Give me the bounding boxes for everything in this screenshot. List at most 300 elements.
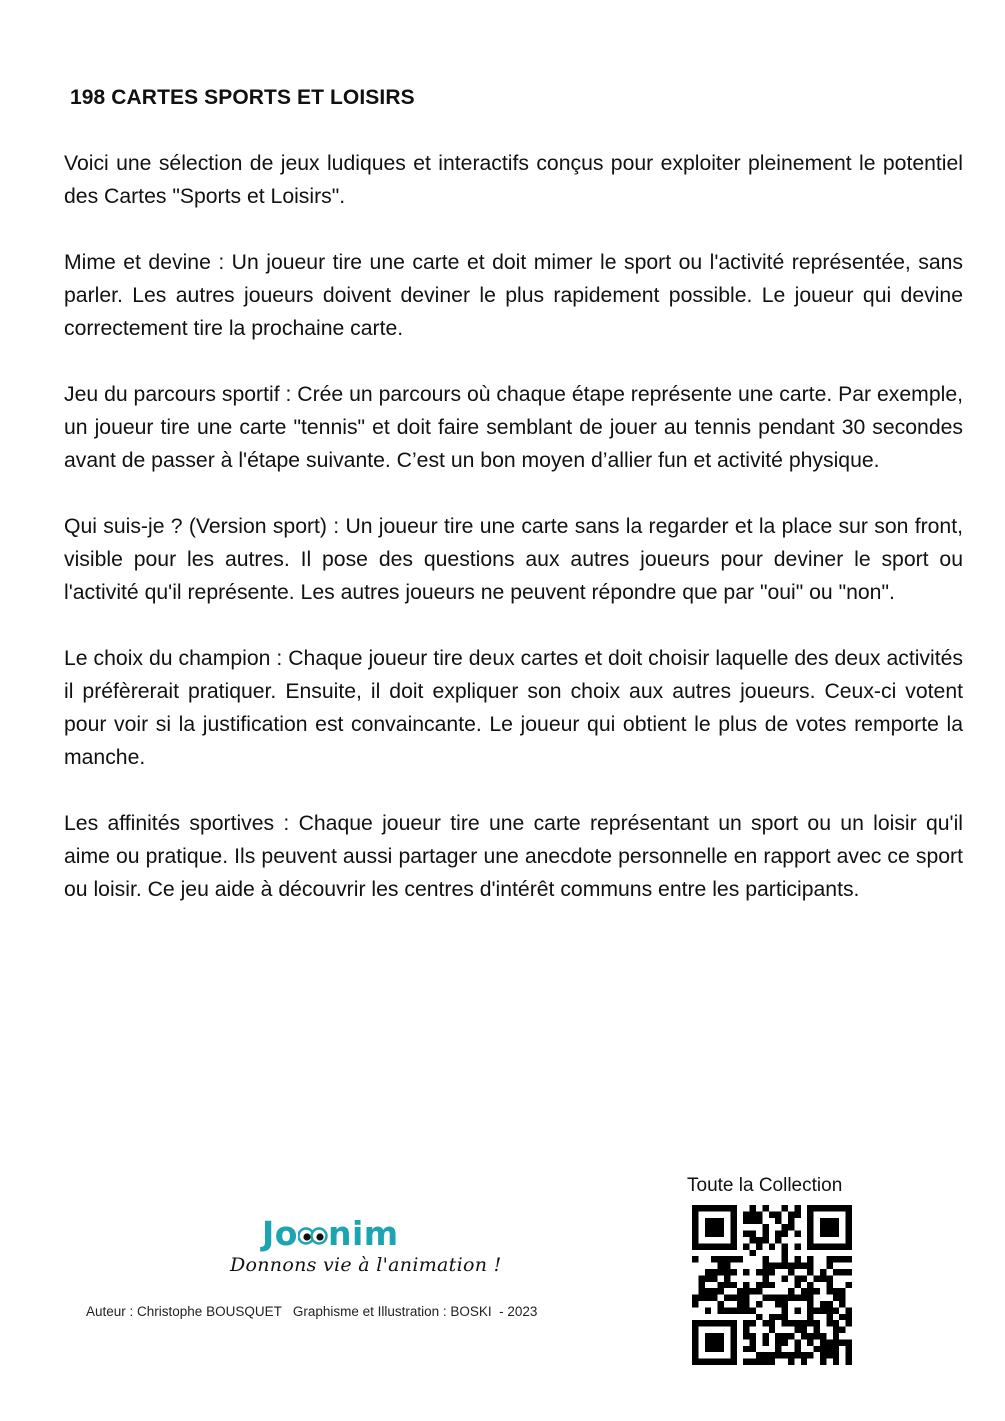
qr-module [833, 1320, 839, 1326]
qr-module [839, 1295, 845, 1301]
qr-module [762, 1237, 768, 1243]
qr-module [711, 1333, 717, 1339]
qr-module [769, 1320, 775, 1326]
qr-module [782, 1243, 788, 1249]
qr-module [794, 1320, 800, 1326]
qr-module [775, 1211, 781, 1217]
qr-module [833, 1224, 839, 1230]
qr-module [692, 1205, 698, 1211]
qr-module [743, 1301, 749, 1307]
qr-module [814, 1346, 820, 1352]
qr-module [698, 1243, 704, 1249]
qr-module [756, 1359, 762, 1365]
qr-module [737, 1288, 743, 1294]
qr-module [762, 1256, 768, 1262]
qr-module [705, 1295, 711, 1301]
qr-module [705, 1231, 711, 1237]
qr-module [839, 1327, 845, 1333]
qr-module [814, 1275, 820, 1281]
qr-module [692, 1211, 698, 1217]
qr-module [724, 1205, 730, 1211]
qr-module [769, 1211, 775, 1217]
qr-module [692, 1295, 698, 1301]
qr-module [794, 1256, 800, 1262]
qr-module [743, 1307, 749, 1313]
qr-module [730, 1346, 736, 1352]
qr-module [724, 1295, 730, 1301]
qr-module [762, 1339, 768, 1345]
qr-module [750, 1339, 756, 1345]
qr-module [698, 1295, 704, 1301]
qr-module [782, 1339, 788, 1345]
qr-module [794, 1275, 800, 1281]
qr-module [807, 1263, 813, 1269]
qr-module [730, 1269, 736, 1275]
qr-module [750, 1218, 756, 1224]
qr-module [833, 1269, 839, 1275]
qr-module [711, 1224, 717, 1230]
qr-module [788, 1295, 794, 1301]
qr-module [775, 1339, 781, 1345]
qr-module [826, 1352, 832, 1358]
qr-module [826, 1320, 832, 1326]
qr-module [705, 1333, 711, 1339]
qr-module [775, 1314, 781, 1320]
qr-module [711, 1218, 717, 1224]
qr-module [833, 1205, 839, 1211]
qr-module [826, 1288, 832, 1294]
qr-module [718, 1339, 724, 1345]
qr-module [692, 1224, 698, 1230]
qr-module [737, 1256, 743, 1262]
qr-module [730, 1205, 736, 1211]
qr-module [826, 1301, 832, 1307]
qr-module [743, 1346, 749, 1352]
logo-wordmark-start: Jo [262, 1214, 298, 1253]
qr-module [846, 1211, 852, 1217]
qr-module [711, 1243, 717, 1249]
qr-module [839, 1339, 845, 1345]
qr-module [711, 1205, 717, 1211]
qr-module [730, 1211, 736, 1217]
qr-module [769, 1282, 775, 1288]
qr-module [794, 1327, 800, 1333]
qr-module [730, 1231, 736, 1237]
qr-module [769, 1269, 775, 1275]
qr-module [692, 1256, 698, 1262]
qr-module [705, 1224, 711, 1230]
qr-module [730, 1320, 736, 1326]
qr-module [718, 1282, 724, 1288]
qr-module [718, 1224, 724, 1230]
qr-module [711, 1339, 717, 1345]
qr-module [788, 1359, 794, 1365]
qr-module [807, 1339, 813, 1345]
qr-module [769, 1352, 775, 1358]
qr-module [762, 1333, 768, 1339]
qr-module [814, 1288, 820, 1294]
qr-module [718, 1346, 724, 1352]
qr-module [820, 1205, 826, 1211]
qr-module [814, 1320, 820, 1326]
qr-module [820, 1231, 826, 1237]
qr-module [730, 1256, 736, 1262]
qr-module [718, 1301, 724, 1307]
qr-module [730, 1327, 736, 1333]
qr-module [846, 1314, 852, 1320]
qr-module [839, 1269, 845, 1275]
qr-module [750, 1205, 756, 1211]
paragraph-qui-suis-je: Qui suis-je ? (Version sport) : Un joueur tire une carte sans la regarder et la place sur son front, visible pour les autres. Il pose des questions aux autres joueurs pour deviner le sport ou l'activité qu'il représente. Les autres joueurs ne peuvent répondre que par "oui" ou "non". [64, 515, 963, 604]
qr-module [692, 1243, 698, 1249]
qr-module [788, 1269, 794, 1275]
qr-module [698, 1205, 704, 1211]
qr-module [820, 1275, 826, 1281]
qr-module [839, 1288, 845, 1294]
qr-module [801, 1275, 807, 1281]
paragraph-affinites-sportives: Les affinités sportives : Chaque joueur tire une carte représentant un sport ou un loisir qu'il aime ou pratique. Ils peuvent aussi partager une anecdote personnelle en rapport avec ce sport ou loisir. Ce jeu aide à découvrir les centres d'intérêt communs entre les participants. [64, 812, 963, 901]
qr-module [820, 1339, 826, 1345]
qr-module [762, 1295, 768, 1301]
qr-module [820, 1224, 826, 1230]
qr-module [846, 1243, 852, 1249]
qr-module [756, 1314, 762, 1320]
qr-module [833, 1256, 839, 1262]
qr-module [846, 1352, 852, 1358]
logo-eyes-icon [298, 1223, 328, 1247]
qr-module [807, 1295, 813, 1301]
qr-module [769, 1327, 775, 1333]
qr-module [814, 1307, 820, 1313]
qr-module [692, 1339, 698, 1345]
qr-module [794, 1211, 800, 1217]
qr-module [756, 1352, 762, 1358]
qr-module [846, 1205, 852, 1211]
qr-module [807, 1224, 813, 1230]
qr-module [846, 1269, 852, 1275]
qr-module [807, 1205, 813, 1211]
qr-module [826, 1282, 832, 1288]
qr-module [730, 1282, 736, 1288]
qr-module [801, 1327, 807, 1333]
qr-module [730, 1307, 736, 1313]
qr-module [711, 1295, 717, 1301]
jobanim-logo [226, 1214, 502, 1284]
qr-module [839, 1205, 845, 1211]
qr-module [762, 1269, 768, 1275]
qr-module [775, 1301, 781, 1307]
credits-line: Auteur : Christophe BOUSQUET Graphisme et Illustration : BOSKI - 2023 [86, 1304, 538, 1319]
qr-module [711, 1346, 717, 1352]
qr-module [839, 1314, 845, 1320]
qr-module [762, 1205, 768, 1211]
qr-module [718, 1231, 724, 1237]
qr-module [833, 1295, 839, 1301]
qr-module [846, 1224, 852, 1230]
qr-module [698, 1320, 704, 1326]
qr-module [775, 1346, 781, 1352]
qr-module [782, 1275, 788, 1281]
qr-module [807, 1243, 813, 1249]
qr-module [724, 1320, 730, 1326]
qr-module [730, 1295, 736, 1301]
qr-module [788, 1333, 794, 1339]
qr-module [698, 1288, 704, 1294]
qr-module [718, 1333, 724, 1339]
qr-module [794, 1295, 800, 1301]
qr-module [826, 1231, 832, 1237]
qr-module [705, 1269, 711, 1275]
qr-module [820, 1346, 826, 1352]
qr-module [756, 1269, 762, 1275]
qr-module [718, 1320, 724, 1326]
qr-module [846, 1282, 852, 1288]
qr-module [807, 1288, 813, 1294]
qr-module [846, 1359, 852, 1365]
qr-module [743, 1243, 749, 1249]
qr-module [692, 1333, 698, 1339]
qr-module [756, 1237, 762, 1243]
qr-module [743, 1282, 749, 1288]
qr-module [711, 1231, 717, 1237]
qr-module [692, 1359, 698, 1365]
qr-module [750, 1307, 756, 1313]
qr-module [801, 1352, 807, 1358]
qr-module [724, 1243, 730, 1249]
qr-module [782, 1352, 788, 1358]
qr-module [711, 1320, 717, 1326]
qr-module [807, 1218, 813, 1224]
qr-module [775, 1218, 781, 1224]
qr-module [826, 1205, 832, 1211]
qr-module [839, 1301, 845, 1307]
qr-module [718, 1256, 724, 1262]
qr-module [756, 1218, 762, 1224]
qr-module [724, 1256, 730, 1262]
qr-module [775, 1263, 781, 1269]
qr-module [820, 1359, 826, 1365]
logo-tagline: Donnons vie à l'animation ! [230, 1254, 502, 1276]
qr-module [801, 1320, 807, 1326]
qr-module [807, 1352, 813, 1358]
qr-module [814, 1327, 820, 1333]
qr-module [756, 1211, 762, 1217]
qr-module [769, 1359, 775, 1365]
qr-module [724, 1282, 730, 1288]
qr-module [730, 1243, 736, 1249]
qr-module [711, 1359, 717, 1365]
qr-module [711, 1256, 717, 1262]
qr-module [724, 1269, 730, 1275]
qr-module [743, 1327, 749, 1333]
qr-module [692, 1218, 698, 1224]
qr-module [692, 1327, 698, 1333]
qr-module [826, 1307, 832, 1313]
qr-module [698, 1282, 704, 1288]
qr-module [839, 1256, 845, 1262]
qr-module [782, 1320, 788, 1326]
qr-module [705, 1205, 711, 1211]
qr-module [718, 1288, 724, 1294]
qr-module [794, 1263, 800, 1269]
qr-module [807, 1333, 813, 1339]
qr-module [743, 1288, 749, 1294]
qr-module [826, 1218, 832, 1224]
qr-module [692, 1320, 698, 1326]
qr-module [846, 1231, 852, 1237]
qr-module [705, 1339, 711, 1345]
paragraph-intro: Voici une sélection de jeux ludiques et interactifs conçus pour exploiter pleinement le potentiel des Cartes "Sports et Loisirs". [64, 152, 963, 208]
qr-module [833, 1359, 839, 1365]
qr-module [846, 1320, 852, 1326]
qr-module [743, 1359, 749, 1365]
qr-module [750, 1333, 756, 1339]
qr-module [826, 1339, 832, 1345]
qr-module [743, 1320, 749, 1326]
qr-module [846, 1307, 852, 1313]
qr-module [833, 1288, 839, 1294]
qr-module [826, 1263, 832, 1269]
qr-module [833, 1243, 839, 1249]
qr-module [801, 1295, 807, 1301]
qr-module [705, 1346, 711, 1352]
qr-module [730, 1224, 736, 1230]
qr-module [820, 1307, 826, 1313]
qr-module [769, 1314, 775, 1320]
qr-module [833, 1333, 839, 1339]
qr-module [718, 1205, 724, 1211]
qr-module [756, 1301, 762, 1307]
qr-module [692, 1346, 698, 1352]
qr-module [801, 1263, 807, 1269]
qr-module [756, 1288, 762, 1294]
qr-module [846, 1218, 852, 1224]
qr-module [820, 1218, 826, 1224]
qr-module [711, 1269, 717, 1275]
qr-module [762, 1320, 768, 1326]
qr-code-icon[interactable] [692, 1205, 852, 1365]
qr-module [743, 1295, 749, 1301]
qr-module [807, 1211, 813, 1217]
qr-module [794, 1243, 800, 1249]
qr-module [724, 1263, 730, 1269]
qr-module [826, 1224, 832, 1230]
qr-module [743, 1269, 749, 1275]
qr-module [794, 1205, 800, 1211]
qr-module [839, 1243, 845, 1249]
qr-module [762, 1231, 768, 1237]
qr-module [750, 1250, 756, 1256]
qr-module [820, 1243, 826, 1249]
qr-module [718, 1218, 724, 1224]
qr-module [750, 1346, 756, 1352]
qr-module [737, 1301, 743, 1307]
qr-module [782, 1256, 788, 1262]
qr-module [788, 1224, 794, 1230]
qr-module [826, 1275, 832, 1281]
qr-module [794, 1231, 800, 1237]
qr-module [718, 1359, 724, 1365]
qr-module [762, 1359, 768, 1365]
qr-module [698, 1359, 704, 1365]
qr-module [801, 1288, 807, 1294]
qr-module [807, 1320, 813, 1326]
qr-module [782, 1224, 788, 1230]
qr-module [711, 1275, 717, 1281]
qr-module [807, 1237, 813, 1243]
qr-module [692, 1301, 698, 1307]
qr-module [782, 1205, 788, 1211]
qr-module [788, 1218, 794, 1224]
qr-module [801, 1333, 807, 1339]
qr-module [782, 1333, 788, 1339]
qr-module [782, 1314, 788, 1320]
qr-module [762, 1263, 768, 1269]
qr-module [705, 1218, 711, 1224]
qr-module [820, 1269, 826, 1275]
logo-wordmark-end: nim [327, 1214, 399, 1253]
qr-module [775, 1237, 781, 1243]
qr-module [750, 1237, 756, 1243]
qr-module [730, 1218, 736, 1224]
qr-module [782, 1307, 788, 1313]
qr-module [807, 1307, 813, 1313]
qr-module [730, 1339, 736, 1345]
qr-module [782, 1250, 788, 1256]
qr-module [718, 1307, 724, 1313]
qr-module [814, 1243, 820, 1249]
qr-module [782, 1231, 788, 1237]
qr-module [711, 1288, 717, 1294]
qr-module [724, 1275, 730, 1281]
qr-module [724, 1307, 730, 1313]
qr-module [743, 1211, 749, 1217]
qr-module [814, 1205, 820, 1211]
qr-module [769, 1295, 775, 1301]
qr-module [718, 1243, 724, 1249]
qr-module [846, 1346, 852, 1352]
qr-module [794, 1307, 800, 1313]
qr-module [775, 1352, 781, 1358]
qr-module [794, 1282, 800, 1288]
qr-module [782, 1301, 788, 1307]
qr-module [833, 1352, 839, 1358]
qr-module [794, 1352, 800, 1358]
qr-module [692, 1231, 698, 1237]
qr-module [762, 1282, 768, 1288]
qr-module [743, 1333, 749, 1339]
qr-module [698, 1275, 704, 1281]
qr-module [807, 1256, 813, 1262]
qr-module [833, 1307, 839, 1313]
qr-module [692, 1237, 698, 1243]
qr-module [724, 1359, 730, 1365]
qr-module [737, 1307, 743, 1313]
qr-module [826, 1346, 832, 1352]
qr-module [705, 1243, 711, 1249]
logo-wordmark [262, 1214, 399, 1253]
paragraph-choix-du-champion: Le choix du champion : Chaque joueur tire deux cartes et doit choisir laquelle des deux activités il préfèrerait pratiquer. Ensuite, il doit expliquer son choix aux autres joueurs. Ceux-ci votent pour voir si la justification est convaincante. Le joueur qui obtient le plus de votes remporte la manche. [64, 647, 963, 769]
qr-module [730, 1359, 736, 1365]
qr-module [814, 1333, 820, 1339]
qr-module [762, 1224, 768, 1230]
qr-module [762, 1352, 768, 1358]
qr-module [756, 1243, 762, 1249]
qr-module [788, 1288, 794, 1294]
qr-module [807, 1269, 813, 1275]
qr-module [794, 1346, 800, 1352]
qr-module [775, 1295, 781, 1301]
